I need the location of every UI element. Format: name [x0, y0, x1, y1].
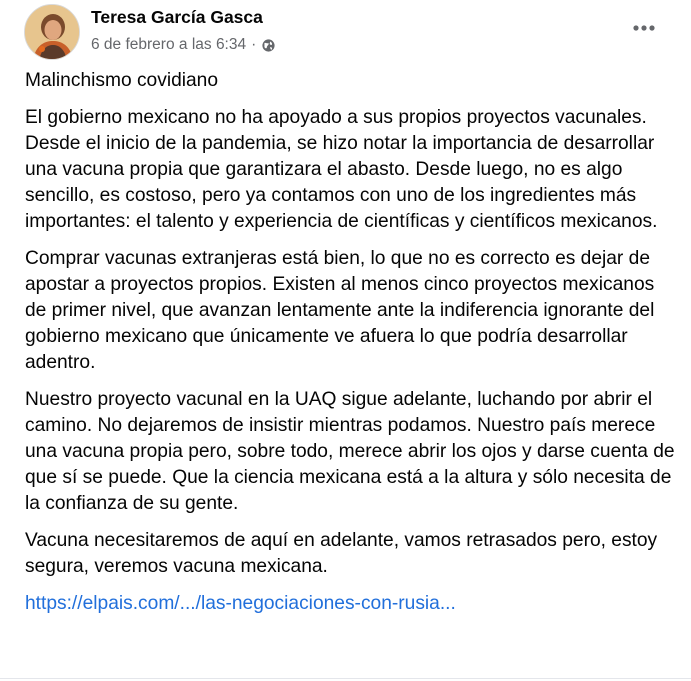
post-paragraph-2: Comprar vacunas extranjeras está bien, lo que no es correcto es dejar de apostar a proyectos propios. Existen al menos cinco proyectos mexicanos de primer nivel, que avanzan lentamente ante la indiferencia ignorante del gobierno mexicano que únicamente ve afuera lo que podría desarrollar adentro. [25, 248, 655, 373]
profile-photo [25, 5, 80, 60]
post-header [22, 4, 691, 60]
post-paragraph-1: El gobierno mexicano no ha apoyado a sus propios proyectos vacunales. Desde el inicio de la pandemia, se hizo notar la importancia de desarrollar una vacuna propia que garantizara el abasto. Desde luego, no es algo sencillo, es costoso, pero ya contamos con uno de los ingredientes más importantes: el talento y experiencia de científicas y científicos mexicanos. [25, 107, 658, 232]
post-title: Malinchismo covidiano [25, 70, 219, 91]
more-options-icon [632, 24, 656, 32]
divider [0, 678, 691, 679]
avatar[interactable] [24, 4, 80, 60]
post-paragraph-4: Vacuna necesitaremos de aquí en adelante, vamos retrasados pero, estoy segura, veremos vacuna mexicana. [25, 530, 658, 577]
post-meta [91, 36, 275, 54]
article-link[interactable]: https://elpais.com/.../las-negociaciones-con-rusia... [25, 593, 456, 614]
post-paragraph-3: Nuestro proyecto vacunal en la UAQ sigue adelante, luchando por abrir el camino. No dejaremos de insistir mientras podamos. Nuestro país merece una vacuna propia pero, sobre todo, merece abrir los ojos y darse cuenta de que sí se puede. Que la ciencia mexicana está a la altura y sólo necesita de la confianza de su gente. [25, 389, 675, 514]
post-body [25, 68, 675, 628]
more-options-button[interactable] [626, 10, 662, 46]
globe-icon[interactable] [262, 39, 275, 52]
post-date[interactable]: 6 de febrero a las 6:34 [91, 36, 247, 53]
meta-separator: · [251, 36, 257, 53]
author-name[interactable]: Teresa García Gasca [91, 7, 263, 27]
